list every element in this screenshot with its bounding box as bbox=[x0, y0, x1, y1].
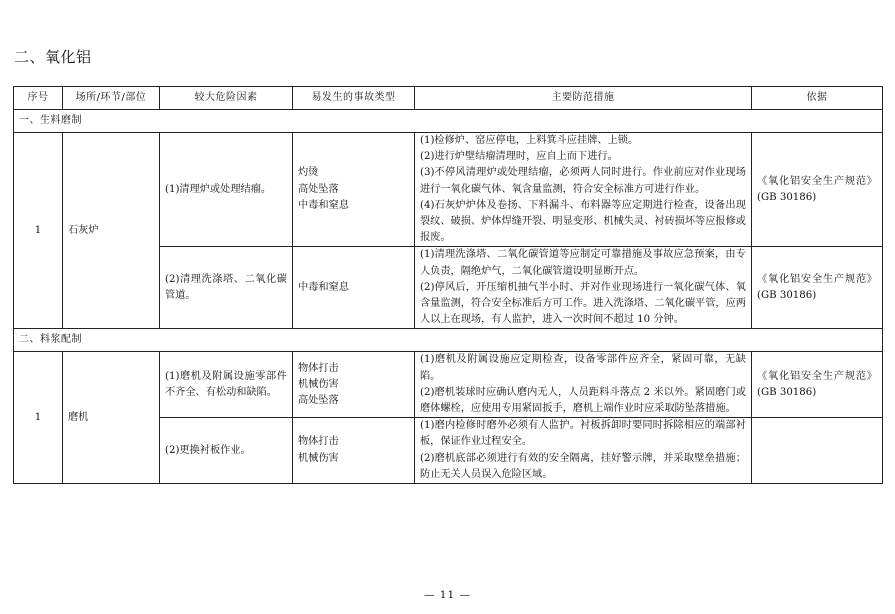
row-hazard: (1)清理炉或处理结瘤。 bbox=[160, 133, 293, 247]
row-hazard: (2)清理洗涤塔、二氧化碳管道。 bbox=[160, 247, 293, 329]
accident-type: 高处坠落 bbox=[298, 394, 339, 406]
accident-type: 灼烫 bbox=[298, 167, 319, 179]
row-accidents bbox=[293, 352, 415, 418]
row-basis: 《氧化铝安全生产规范》(GB 30186) bbox=[752, 352, 883, 418]
measure-item: (2)进行炉壁结瘤清理时，应自上而下进行。 bbox=[420, 151, 618, 163]
accident-type: 中毒和窒息 bbox=[298, 199, 349, 211]
row-measures bbox=[415, 247, 752, 329]
accident-type: 物体打击 bbox=[298, 436, 339, 448]
group-heading-row bbox=[14, 329, 883, 352]
measure-item: (2)磨机装球时应确认磨内无人，人员距料斗落点 2 米以外。紧固磨门或磨体螺栓，应使用专用紧固扳手，磨机上端作业时应采取防坠落措施。 bbox=[420, 386, 746, 415]
measure-item: (1)清理洗涤塔、二氧化碳管道等应制定可靠措施及事故应急预案，由专人负责，隔绝炉气，二氧化碳管道设明显断开点。 bbox=[420, 249, 746, 277]
row-accidents bbox=[293, 418, 415, 484]
accident-type: 机械伤害 bbox=[298, 452, 339, 464]
accident-type: 中毒和窒息 bbox=[298, 281, 349, 293]
group-title: 一、生料磨制 bbox=[14, 110, 883, 133]
row-hazard: (2)更换衬板作业。 bbox=[160, 418, 293, 484]
page-number: — 11 — bbox=[423, 589, 472, 601]
measure-item: (1)检修炉、窑应停电，上料箕斗应挂牌、上锁。 bbox=[420, 135, 639, 146]
table-row bbox=[14, 352, 883, 418]
hazard-table bbox=[13, 86, 883, 484]
row-measures bbox=[415, 418, 752, 484]
row-basis: 《氧化铝安全生产规范》(GB 30186) bbox=[752, 133, 883, 247]
group-title: 二、料浆配制 bbox=[14, 329, 883, 352]
row-measures bbox=[415, 133, 752, 247]
header-location: 场所/环节/部位 bbox=[63, 87, 160, 110]
row-location: 磨机 bbox=[63, 352, 160, 484]
row-measures bbox=[415, 352, 752, 418]
header-accidents: 易发生的事故类型 bbox=[293, 87, 415, 110]
accident-type: 高处坠落 bbox=[298, 183, 339, 195]
section-title: 二、氧化铝 bbox=[14, 48, 92, 66]
group-heading-row bbox=[14, 110, 883, 133]
row-accidents bbox=[293, 247, 415, 329]
accident-type: 机械伤害 bbox=[298, 378, 339, 390]
measure-item: (2)停风后，开压缩机抽气半小时、并对作业现场进行一氧化碳气体、氧含量监测，符合安全标准后方可工作。进入洗涤塔、二氧化碳平管，应两人以上在现场，有人监护，进入一次时间不超过 10 分钟。 bbox=[420, 281, 746, 326]
table-header-row bbox=[14, 87, 883, 110]
row-accidents bbox=[293, 133, 415, 247]
accident-type: 物体打击 bbox=[298, 362, 339, 374]
measure-item: (2)磨机底部必须进行有效的安全隔离，挂好警示牌，并采取壁垒措施；防止无关人员误入危险区域。 bbox=[420, 452, 746, 480]
row-seq: 1 bbox=[14, 133, 63, 329]
row-seq: 1 bbox=[14, 352, 63, 484]
row-hazard: (1)磨机及附属设施零部件不齐全、有松动和缺陷。 bbox=[160, 352, 293, 418]
row-basis bbox=[752, 418, 883, 484]
row-location: 石灰炉 bbox=[63, 133, 160, 329]
table-row bbox=[14, 133, 883, 247]
header-basis: 依据 bbox=[752, 87, 883, 110]
measure-item: (1)磨机及附属设施应定期检查，设备零部件应齐全，紧固可靠，无缺陷。 bbox=[420, 354, 746, 382]
measure-item: (3)不停风清理炉或处理结瘤，必须两人同时进行。作业前应对作业现场进行一氧化碳气体、氧含量监测，符合安全标准方可进行作业。 bbox=[420, 167, 746, 195]
header-measures: 主要防范措施 bbox=[415, 87, 752, 110]
header-hazards: 较大危险因素 bbox=[160, 87, 293, 110]
header-seq: 序号 bbox=[14, 87, 63, 110]
measure-item: (1)磨内检修时磨外必须有人监护。衬板拆卸时要同时拆除相应的端部衬板，保证作业过程安全。 bbox=[420, 420, 746, 448]
measure-item: (4)石灰炉炉体及卷扬、下料漏斗、布料器等应定期进行检查，设备出现裂纹、破损、炉体焊缝开裂、明显变形、机械失灵、衬砖损坏等应报修或报废。 bbox=[420, 199, 746, 244]
row-basis: 《氧化铝安全生产规范》(GB 30186) bbox=[752, 247, 883, 329]
